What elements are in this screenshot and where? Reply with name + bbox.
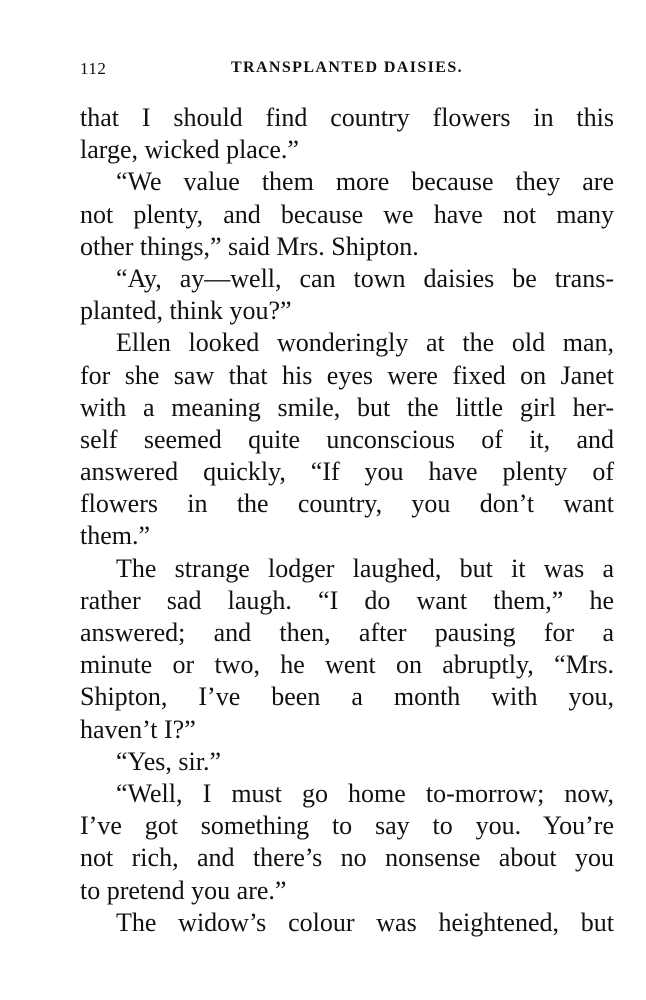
- text-line: “Well, I must go home to-morrow; now,: [116, 778, 614, 808]
- text-line: answered quickly, “If you have plenty of: [80, 457, 614, 487]
- text-line: haven’t I?”: [80, 714, 196, 744]
- text-line: not rich, and there’s no nonsense about you: [80, 843, 614, 873]
- text-line: to pretend you are.”: [80, 875, 287, 905]
- text-line: flowers in the country, you don’t want: [80, 489, 614, 519]
- text-line: “Ay, ay—well, can town daisies be trans-: [116, 263, 614, 293]
- text-line: The strange lodger laughed, but it was a: [116, 553, 614, 583]
- text-line: “Yes, sir.”: [116, 746, 221, 776]
- text-line: answered; and then, after pausing for a: [80, 618, 614, 647]
- text-line: Ellen looked wonderingly at the old man,: [116, 328, 614, 358]
- text-line: minute or two, he went on abruptly, “Mrs.: [80, 650, 614, 680]
- page-number: 112: [80, 59, 107, 78]
- text-line: rather sad laugh. “I do want them,” he: [80, 585, 614, 615]
- text-line: not plenty, and because we have not many: [80, 199, 614, 229]
- page-header: [80, 59, 614, 81]
- text-line: other things,” said Mrs. Shipton.: [80, 231, 419, 261]
- text-line: with a meaning smile, but the little girl her-: [80, 392, 614, 422]
- text-line: that I should find country flowers in this: [80, 103, 614, 132]
- body-text: [80, 102, 614, 939]
- text-line: self seemed quite unconscious of it, and: [80, 424, 614, 454]
- text-line: “We value them more because they are: [116, 167, 614, 197]
- text-line: large, wicked place.”: [80, 135, 299, 165]
- text-line: planted, think you?”: [80, 296, 292, 326]
- text-line: them.”: [80, 521, 151, 551]
- text-line: I’ve got something to say to you. You’re: [80, 811, 614, 841]
- text-line: The widow’s colour was heightened, but: [116, 907, 614, 937]
- text-line: for she saw that his eyes were fixed on Janet: [80, 360, 614, 390]
- running-title: TRANSPLANTED DAISIES.: [230, 59, 464, 76]
- text-line: Shipton, I’ve been a month with you,: [80, 682, 614, 712]
